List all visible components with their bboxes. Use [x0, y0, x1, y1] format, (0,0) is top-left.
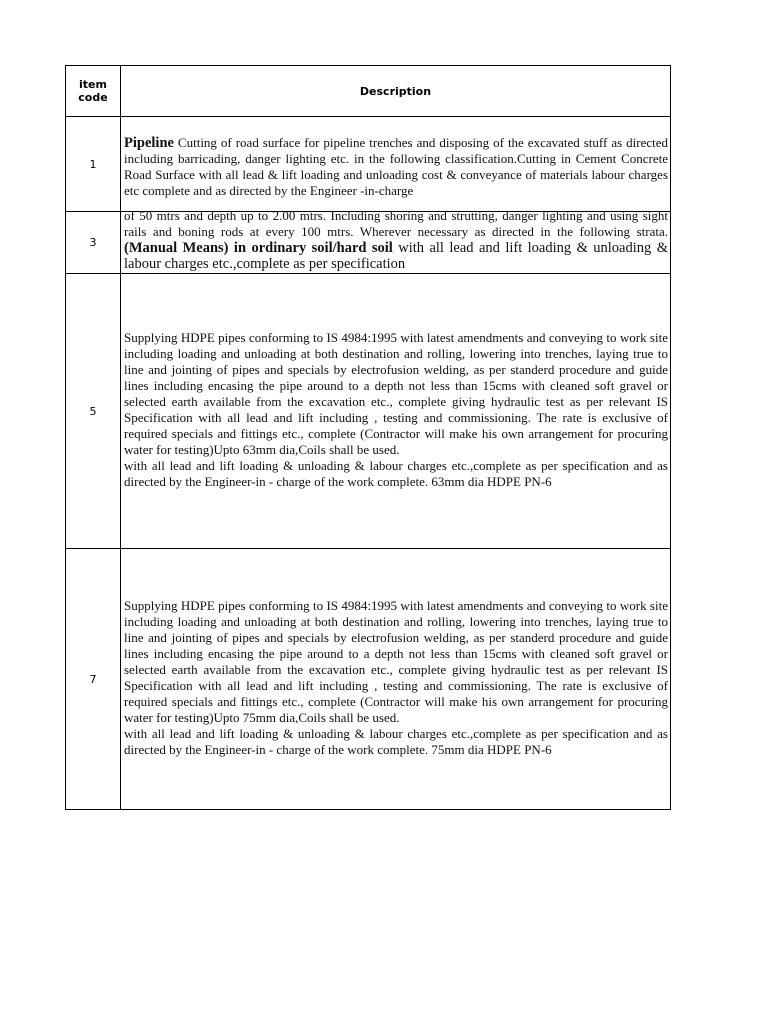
description-cell — [121, 274, 671, 549]
description-cell — [121, 117, 671, 212]
item-description-tail: with all lead and lift loading & unloading & labour charges etc.,complete as per specification and as directed by the Engineer-in - charge of the work complete. 63mm dia HDPE PN-6 — [124, 457, 668, 489]
item-code-cell: 5 — [66, 274, 121, 549]
item-description-tail: with all lead and lift loading & unloading & labour charges etc.,complete as per specification and as directed by the Engineer-in - charge of the work complete. 75mm dia HDPE PN-6 — [124, 725, 668, 757]
header-description: Description — [121, 66, 671, 117]
item-description-text: Supplying HDPE pipes conforming to IS 4984:1995 with latest amendments and conveying to work site including loading and unloading at both destination and rolling, lowering into trenches, laying true to line and jointing of pipes and specials by electrofusion welding, as per standerd procedure and guide lines including encasing the pipe around to a depth not less than 15cms with cleaned soft gravel or selected earth available from the excavation etc., complete giving hydraulic test as per relevant IS Specification with all lead and lift including , testing and commissioning. The rate is exclusive of required specials and fittings etc., complete (Contractor will make his own arrangement for procuring water for testing)Upto 63mm dia,Coils shall be used. — [124, 329, 668, 457]
description-cell — [121, 212, 671, 274]
table-row — [66, 274, 671, 549]
item-description-tail: with all lead and lift loading & unloading & labour charges etc.,complete as per specification — [124, 240, 668, 272]
specification-table — [65, 65, 671, 810]
item-code-cell: 7 — [66, 549, 121, 810]
table-row — [66, 117, 671, 212]
item-code-cell: 1 — [66, 117, 121, 212]
table-row — [66, 212, 671, 274]
item-strata-title: (Manual Means) in ordinary soil/hard soil — [124, 240, 393, 256]
description-cell — [121, 549, 671, 810]
item-description-text: of 50 mtrs and depth up to 2.00 mtrs. Including shoring and strutting, danger lighting and using sight rails and boning rods at every 100 mtrs. Wherever necessary as directed in the following strata. — [124, 212, 668, 239]
item-lead-title: Pipeline — [124, 135, 174, 151]
header-row — [66, 66, 671, 117]
table-row — [66, 549, 671, 810]
header-item-code: item code — [66, 66, 121, 117]
item-description-text: Cutting of road surface for pipeline trenches and disposing of the excavated stuff as directed including barricading, danger lighting etc. in the following classification.Cutting in Cement Concrete Road Surface with all lead & lift loading and unloading cost & conveyance of materials labour charges etc complete and as directed by the Engineer -in-charge — [124, 135, 668, 198]
item-description-text: Supplying HDPE pipes conforming to IS 4984:1995 with latest amendments and conveying to work site including loading and unloading at both destination and rolling, lowering into trenches, laying true to line and jointing of pipes and specials by electrofusion welding, as per standerd procedure and guide lines including encasing the pipe around to a depth not less than 15cms with cleaned soft gravel or selected earth available from the excavation etc., complete giving hydraulic test as per relevant IS Specification with all lead and lift including , testing and commissioning. The rate is exclusive of required specials and fittings etc., complete (Contractor will make his own arrangement for procuring water for testing)Upto 75mm dia,Coils shall be used. — [124, 597, 668, 725]
item-code-cell: 3 — [66, 212, 121, 274]
